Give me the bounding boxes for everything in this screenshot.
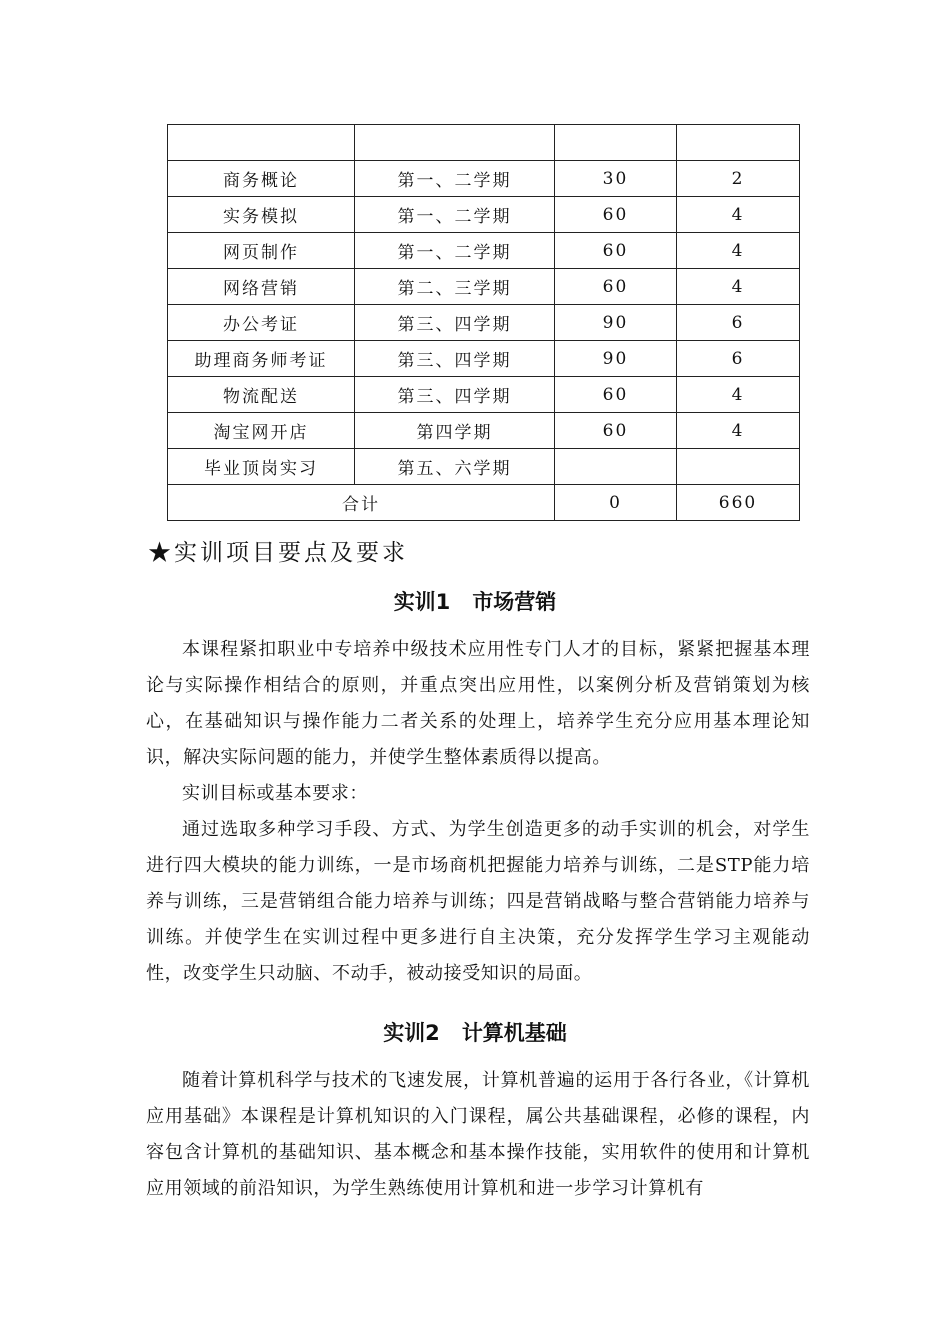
table-row: [168, 197, 800, 233]
term-cell: 第二、三学期: [355, 269, 555, 305]
course-name-cell: 网页制作: [168, 233, 355, 269]
hours-cell: 90: [555, 341, 677, 377]
credits-cell: [677, 125, 800, 161]
hours-cell: 60: [555, 233, 677, 269]
term-cell: 第三、四学期: [355, 305, 555, 341]
course-name-cell: [168, 125, 355, 161]
credits-cell: 4: [677, 269, 800, 305]
course-name-cell: 物流配送: [168, 377, 355, 413]
credits-cell: 2: [677, 161, 800, 197]
hours-cell: 60: [555, 377, 677, 413]
section-1-intro: 本课程紧扣职业中专培养中级技术应用性专门人才的目标，紧紧把握基本理论与实际操作相结合的原则，并重点突出应用性，以案例分析及营销策划为核心，在基础知识与操作能力二者关系的处理上，培养学生充分应用基本理论知识，解决实际问题的能力，并使学生整体素质得以提高。: [146, 639, 810, 768]
total-label-cell: 合计: [168, 485, 555, 521]
term-cell: 第三、四学期: [355, 341, 555, 377]
hours-cell: 60: [555, 413, 677, 449]
term-cell: [355, 125, 555, 161]
course-name-cell: 实务模拟: [168, 197, 355, 233]
training-requirements-heading: ★实训项目要点及要求: [148, 540, 408, 566]
table-row: [168, 233, 800, 269]
section-2-intro: 随着计算机科学与技术的飞速发展，计算机普遍的运用于各行各业，《计算机应用基础》本课程是计算机知识的入门课程，属公共基础课程，必修的课程，内容包含计算机的基础知识、基本概念和基本操作技能，实用软件的使用和计算机应用领域的前沿知识，为学生熟练使用计算机和进一步学习计算机有: [146, 1070, 810, 1199]
term-cell: 第五、六学期: [355, 449, 555, 485]
course-name-cell: 商务概论: [168, 161, 355, 197]
credits-cell: [677, 449, 800, 485]
credits-cell: 4: [677, 377, 800, 413]
credits-cell: 4: [677, 413, 800, 449]
course-name-cell: 办公考证: [168, 305, 355, 341]
term-cell: 第一、二学期: [355, 161, 555, 197]
hours-cell: [555, 125, 677, 161]
table-row: [168, 377, 800, 413]
total-credits-cell: 660: [677, 485, 800, 521]
section-1-goal: 通过选取多种学习手段、方式、为学生创造更多的动手实训的机会，对学生进行四大模块的能力训练，一是市场商机把握能力培养与训练，二是STP能力培养与训练，三是营销组合能力培养与训练；四是营销战略与整合营销能力培养与训练。并使学生在实训过程中更多进行自主决策，充分发挥学生学习主观能动性，改变学生只动脑、不动手，被动接受知识的局面。: [146, 819, 810, 984]
course-name-cell: 网络营销: [168, 269, 355, 305]
section-1-name: 市场营销: [472, 590, 557, 614]
term-cell: 第四学期: [355, 413, 555, 449]
table-row: [168, 269, 800, 305]
section-2-title: [0, 1017, 950, 1047]
hours-cell: 60: [555, 197, 677, 233]
section-2-number: 实训2: [383, 1021, 440, 1045]
hours-cell: 60: [555, 269, 677, 305]
credits-cell: 6: [677, 305, 800, 341]
credits-cell: 6: [677, 341, 800, 377]
term-cell: 第一、二学期: [355, 233, 555, 269]
total-hours-cell: 0: [555, 485, 677, 521]
table-row: [168, 161, 800, 197]
section-1-number: 实训1: [393, 590, 451, 614]
hours-cell: 30: [555, 161, 677, 197]
term-cell: 第一、二学期: [355, 197, 555, 233]
table-row: [168, 413, 800, 449]
course-name-cell: 毕业顶岗实习: [168, 449, 355, 485]
table-row: [168, 341, 800, 377]
course-name-cell: 淘宝网开店: [168, 413, 355, 449]
credits-cell: 4: [677, 233, 800, 269]
hours-cell: [555, 449, 677, 485]
term-cell: 第三、四学期: [355, 377, 555, 413]
hours-cell: 90: [555, 305, 677, 341]
section-1-goal-label: 实训目标或基本要求：: [182, 783, 368, 804]
course-name-cell: 助理商务师考证: [168, 341, 355, 377]
credits-cell: 4: [677, 197, 800, 233]
table-row: [168, 449, 800, 485]
section-1-title: [0, 586, 950, 616]
total-row: [168, 485, 800, 521]
table-row: [168, 305, 800, 341]
table-row: [168, 125, 800, 161]
section-2-name: 计算机基础: [461, 1021, 567, 1045]
course-schedule-table: [167, 124, 800, 521]
